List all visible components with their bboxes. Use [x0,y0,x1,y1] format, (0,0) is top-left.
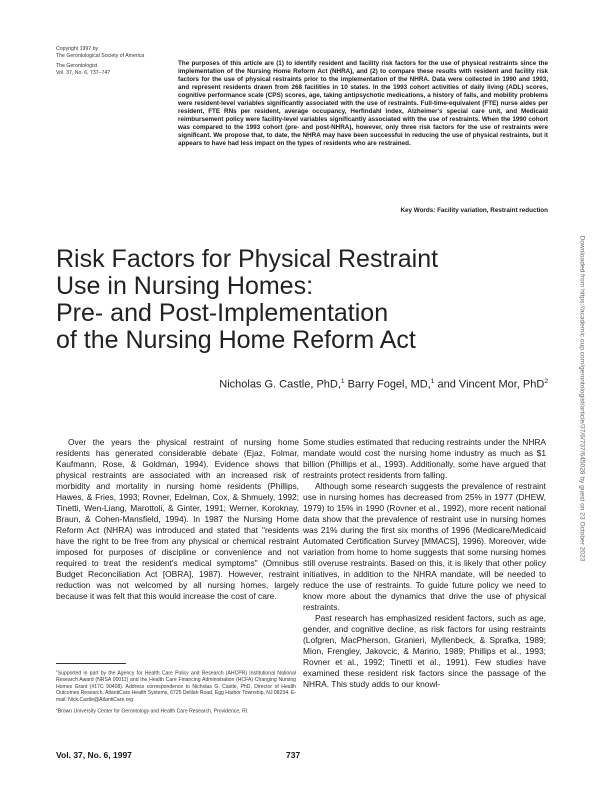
affiliation-mark: 1 [430,378,435,385]
copyright-holder: The Gerontological Society of America [56,52,145,59]
journal-name: The Gerontologist [56,63,98,70]
body-paragraph: Past research has emphasized resident factors, such as age, gender, and cognitive decline, as risk factors for using restraints (Lofgren, MacPherson, Granieri, Myllenbeck, & Sprafka, 1989; Mion, Frengley, Jakovcic, & Marino, 1989; Phillips et al., 1993; Rovner et al., 1992; Tinetti et al., 1991). Few studies have examined these resident risk factors since the passage of the NHRA. This study adds to our knowl- [303,613,546,689]
footnote-text: Brown University Center for Gerontology and Health Care Research, Providence, RI. [57,708,249,715]
page-number: 737 [286,750,301,760]
download-watermark: Downloaded from https://academic.oup.com/gerontologist/article/37/6/737/645028 by guest on 23 October 2023 [578,235,586,562]
body-paragraph: Some studies estimated that reducing restraints under the NHRA mandate would cost the nursing home industry as much as $1 billion (Phillips et al., 1993). Additionally, some have argued that restraints protect residents from falling. [303,437,546,480]
affiliation-mark: 1 [340,378,345,385]
key-words: Key Words: Facility variation, Restraint reduction [400,207,548,214]
volume-pages: Vol. 37, No. 6, 737–747 [56,69,111,76]
author-name: Nicholas G. Castle, PhD, [219,378,341,391]
title-line: of the Nursing Home Reform Act [56,326,416,354]
body-paragraph: Although some research suggests the prevalence of restraint use in nursing homes has decreased from 25% in 1977 (DHEW, 1979) to 15% in 1990 (Rovner et al., 1992), more recent national data show that the prevalence of restraint use in nursing homes was 21% during the first six months of 1996 (Medicare/Medicaid Automated Certification Survey [MMACS], 1996). Moreover, wide variation from home to home suggests that some nursing homes still overuse restraints. Based on this, it is likely that other policy initiatives, in addition to the NHRA mandate, will be needed to reduce the use of restraints. To guide future policy we need to know more about the dynamics that drive the use of physical restraints. [303,481,546,612]
title-line: Use in Nursing Homes: [56,272,314,300]
body-column-right [303,437,546,690]
author-name: Barry Fogel, MD, [347,378,431,391]
affiliation-mark: 2 [544,378,548,385]
title-line: Pre- and Post-Implementation [56,299,389,327]
article-title [56,246,536,354]
body-column-left [56,437,299,602]
abstract: The purposes of this article are (1) to identify resident and facility risk factors for the use of physical restraints since the implementation of the Nursing Home Reform Act (NHRA), and (2) to compare these results with resident and facility risk factors for the use of physical restraints prior to the implementation of the NHRA. Data were collected in 1990 and 1993, and represent residents drawn from 268 facilities in 10 states. In the 1993 cohort activities of daily living (ADL) scores, cognitive performance scale (CPS) scores, age, taking antipsychotic medications, a history of falls, and mobility problems were resident-level variables significantly associated with the use of restraints. Full-time-equivalent (FTE) nurse aides per resident, FTE RNs per resident, average occupancy, Herfindahl index, Alzheimer's special care unit, and Medicaid reimbursement policy were facility-level variables significantly associated with the use of restraints. When the 1990 cohort was compared to the 1993 cohort (pre- and post-NHRA), however, only three risk factors for the use of restraints were significant. We propose that, to date, the NHRA may have been successful in reducing the use of physical restraints, but it appears to have had less impact on the types of residents who are restrained. [178,60,548,147]
footnote-rule [56,663,126,664]
journal-volume-footer: Vol. 37, No. 6, 1997 [56,750,132,760]
footnote: $^1$Supported in part by the Agency for Health Care Policy and Research (AHCPR) Institutional National Research Award (NRSA 00011) and the Health Care Financing Administration (HCFA) Changing Nursing Homes Grant (#17C 90408). Address correspondence to Nicholas G. Castle, PhD, Director of Health Outcomes Research, AtlantiCare Health Systems, 6725 Delilah Road, Egg Harbor Township, NJ 08234. E-mail: Nick.Castle@AtlantiCare.org [56,669,296,704]
footnote-text: Supported in part by the Agency for Health Care Policy and Research (AHCPR) Institutional National Research Award (NRSA 00011) and the Health Care Financing Administration (HCFA) Changing Nursing Homes Grant (#17C 90408). Address correspondence to Nicholas G. Castle, PhD, Director of Health Outcomes Research, AtlantiCare Health Systems, 6725 Delilah Road, Egg Harbor Township, NJ 08234. E-mail: Nick.Castle@AtlantiCare.org [56,670,296,704]
author-name: and Vincent Mor, PhD [437,378,545,391]
author-list [219,378,548,391]
title-line: Risk Factors for Physical Restraint [56,245,439,273]
body-paragraph: Over the years the physical restraint of nursing home residents has generated considerable debate (Ejaz, Folmar, Kaufmann, Rose, & Goldman, 1994). Evidence shows that physical restraints are associated with an increased risk of morbidity and mortality in nursing home residents (Phillips, Hawes, & Fries, 1993; Rovner, Edelman, Cox, & Shmuely, 1992; Tinetti, Wen-Liang, Marottoli, & Ginter, 1991; Werner, Koroknay, Braun, & Cohen-Mansfield, 1994). In 1987 the Nursing Home Reform Act (NHRA) was introduced and stated that "residents have the right to be free from any physical or chemical restraint imposed for purposes of discipline or convenience and not required to treat the resident's medical symptoms" (Omnibus Budget Reconciliation Act [OBRA], 1987). However, restraint reduction was not welcomed by all nursing homes, largely because it was felt that this would increase the cost of care. [56,437,299,601]
footnote: $^2$Brown University Center for Gerontology and Health Care Research, Providence, RI. [56,706,249,715]
footnotes [56,668,296,717]
copyright-line: Copyright 1997 by [56,46,99,52]
copyright-block [56,46,166,76]
